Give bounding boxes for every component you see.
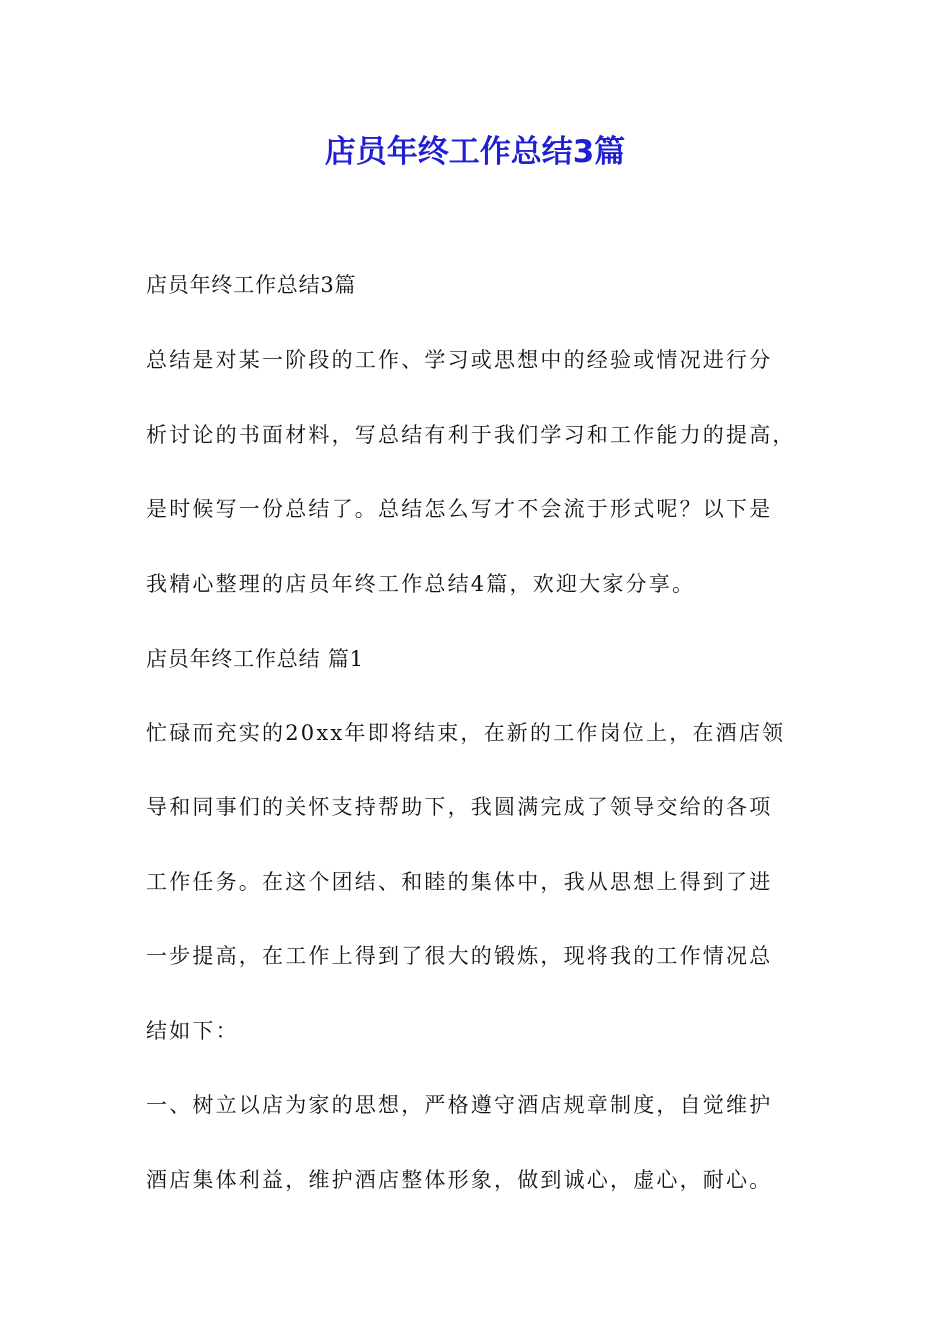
section-heading: 店员年终工作总结 篇1 [146, 647, 364, 671]
paragraph-line: 酒店集体利益，维护酒店整体形象，做到诚心，虚心，耐心。 [146, 1168, 773, 1192]
paragraph-line: 一步提高，在工作上得到了很大的锻炼，现将我的工作情况总 [146, 944, 773, 968]
paragraph-line: 忙碌而充实的20xx年即将结束，在新的工作岗位上，在酒店领 [146, 721, 786, 745]
document-title: 店员年终工作总结3篇 [324, 134, 626, 170]
subtitle-line: 店员年终工作总结3篇 [146, 273, 357, 297]
paragraph-line: 一、树立以店为家的思想，严格遵守酒店规章制度，自觉维护 [146, 1093, 773, 1117]
paragraph-line: 是时候写一份总结了。总结怎么写才不会流于形式呢？以下是 [146, 497, 773, 521]
paragraph-line: 工作任务。在这个团结、和睦的集体中，我从思想上得到了进 [146, 870, 773, 894]
paragraph-line: 总结是对某一阶段的工作、学习或思想中的经验或情况进行分 [146, 348, 773, 372]
paragraph-line: 结如下： [146, 1019, 239, 1043]
paragraph-line: 析讨论的书面材料，写总结有利于我们学习和工作能力的提高， [146, 423, 796, 447]
paragraph-line: 我精心整理的店员年终工作总结4篇，欢迎大家分享。 [146, 572, 696, 596]
paragraph-line: 导和同事们的关怀支持帮助下，我圆满完成了领导交给的各项 [146, 795, 773, 819]
